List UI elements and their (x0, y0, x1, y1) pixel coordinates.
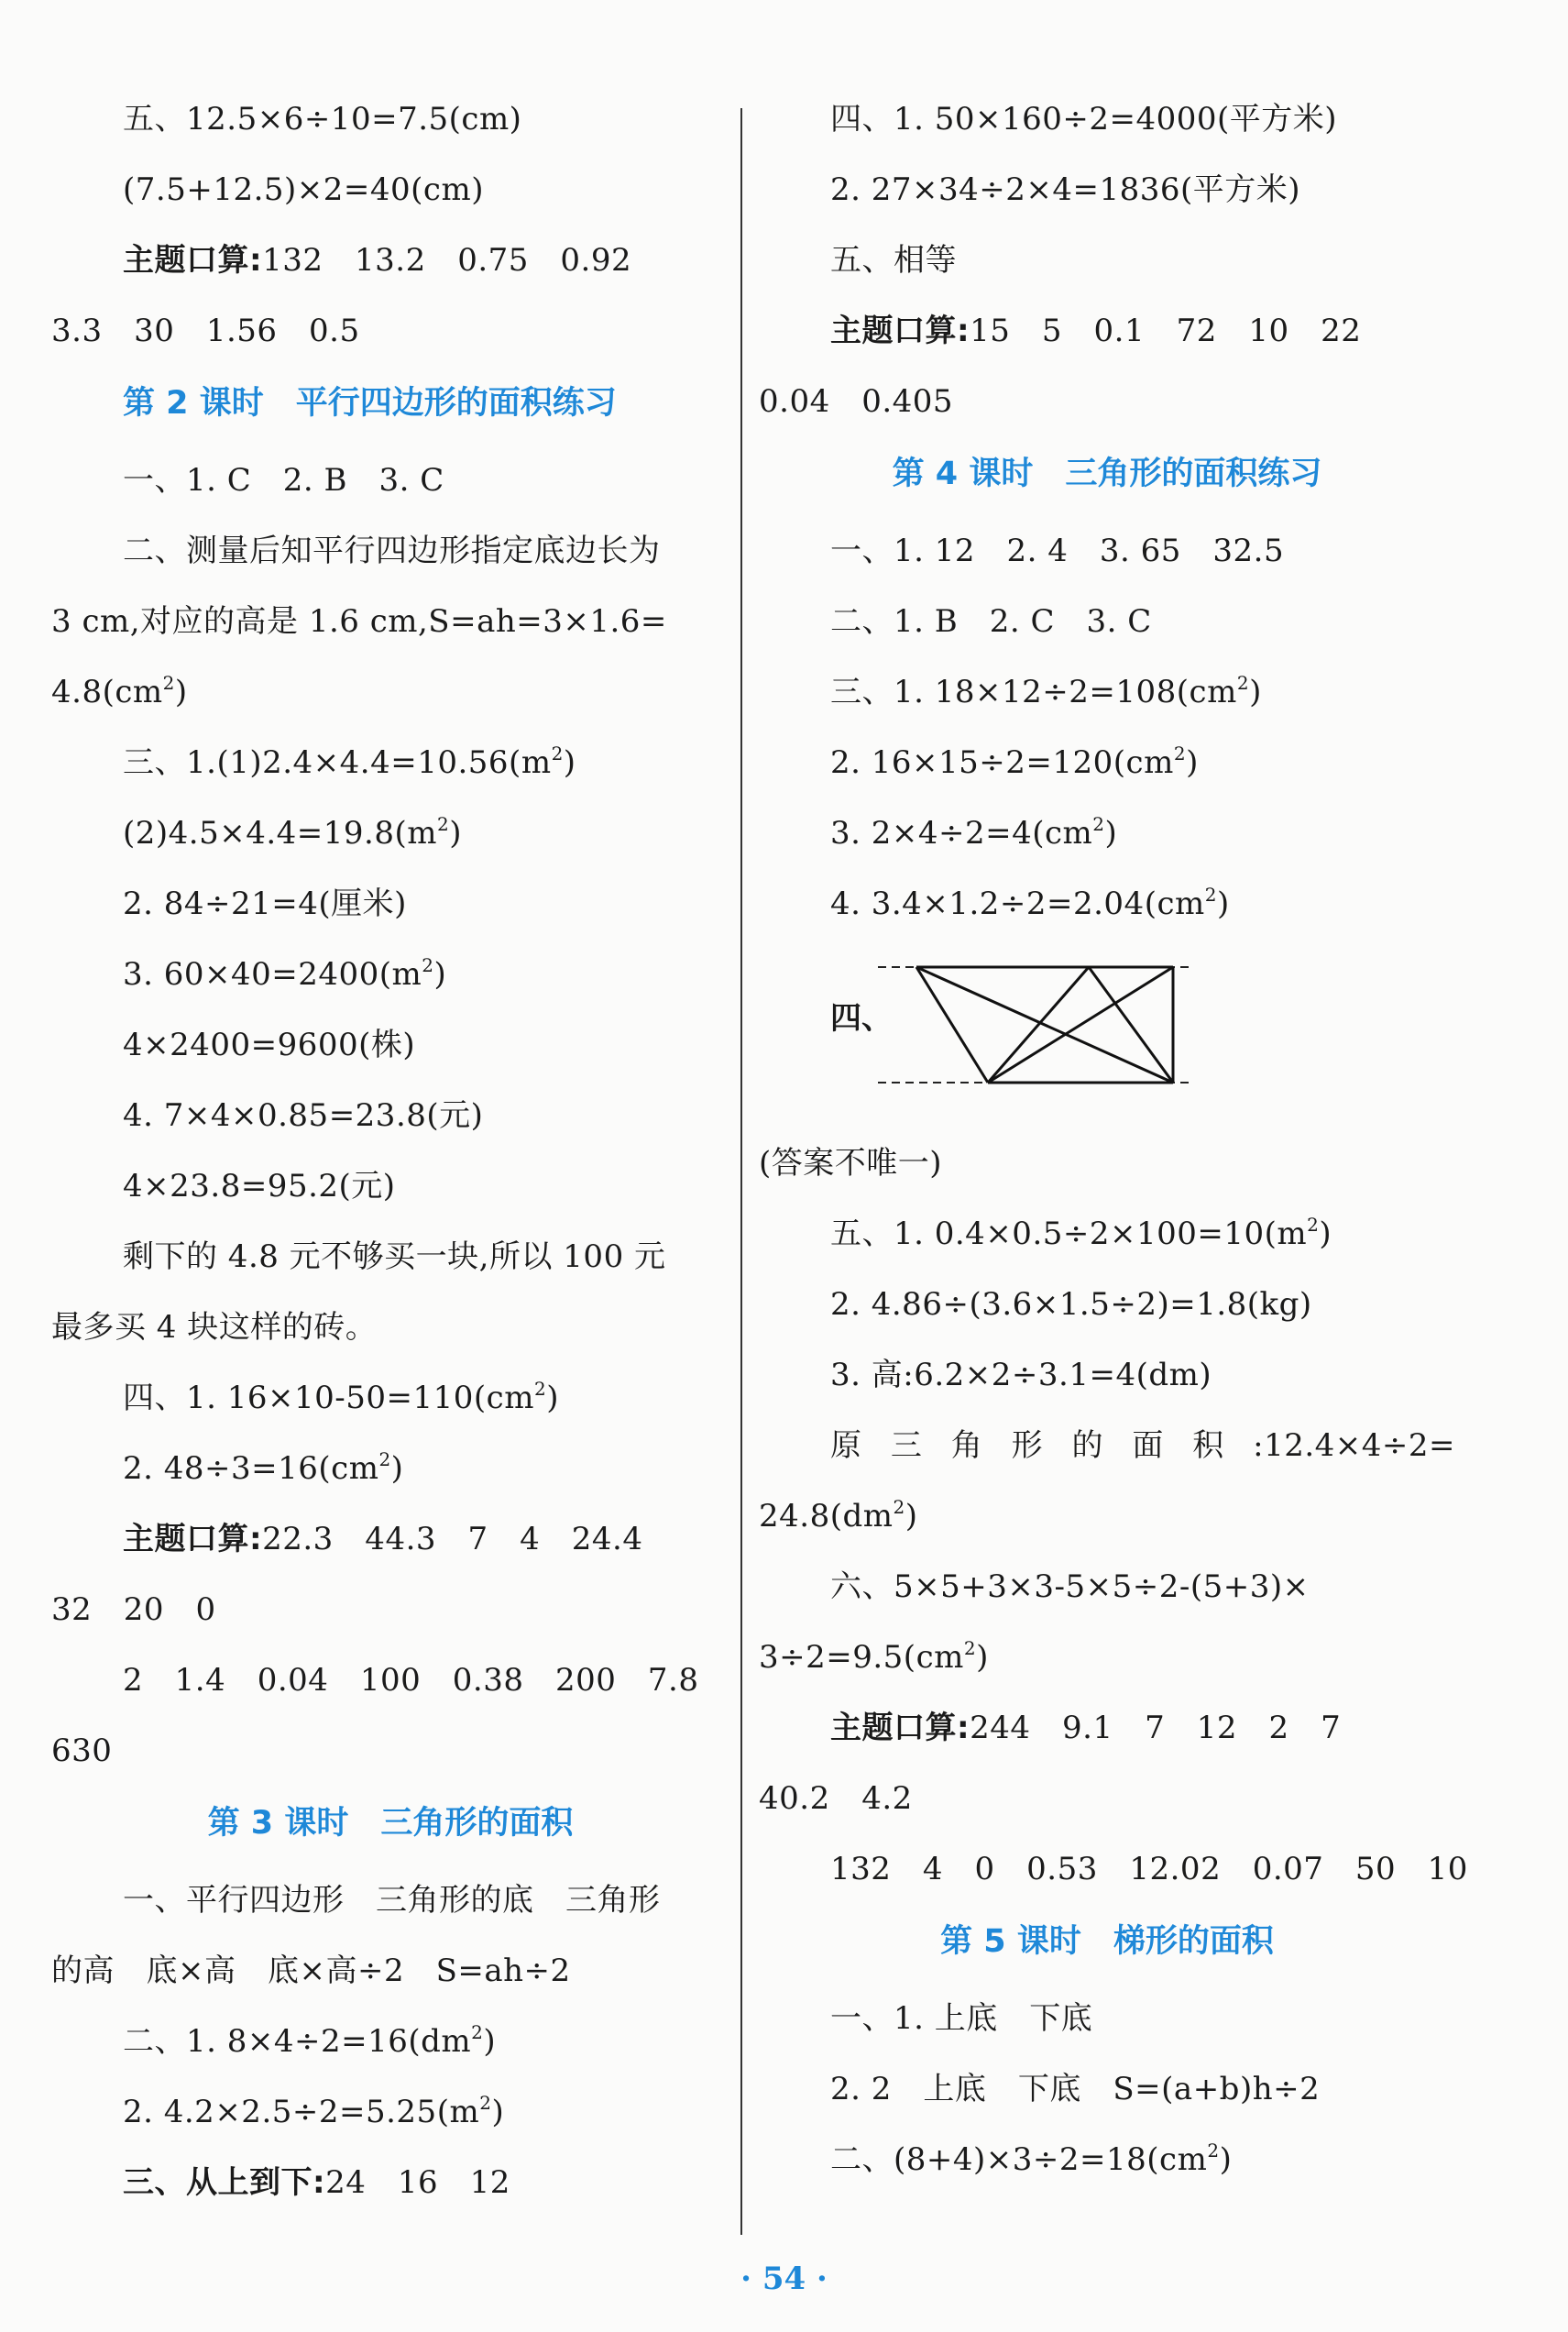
triangle-edge (916, 967, 1173, 1083)
mental-math-values: 244 9.1 7 12 2 7 (970, 1710, 1342, 1746)
answer-line: 32 20 0 (51, 1591, 216, 1628)
answer-line: 二、测量后知平行四边形指定底边长为 (123, 533, 661, 569)
answer-line: 二、$(8+4)\times 3\div 2=18(cm^2)$ (830, 2140, 1233, 2178)
answer-line: 630 (51, 1732, 113, 1769)
answer-line: $4.8(cm^2)$ (51, 672, 188, 710)
answer-line: 最多买 4 块这样的砖。 (51, 1309, 378, 1346)
answer-line: 2. 84÷21=4(厘米) (123, 886, 407, 922)
lesson-heading: 第 4 课时 三角形的面积练习 (892, 456, 1322, 492)
answer-line: (答案不唯一) (759, 1145, 943, 1182)
answer-line: 0.04 0.405 (759, 383, 954, 420)
answer-line: 三、$1.(1)2.4\times 4.4=10.56(m^2)$ (123, 742, 576, 781)
answer-label: 三、从上到下: (123, 2164, 326, 2201)
answer-line: 2. 4.86÷(3.6×1.5÷2)=1.8(kg) (830, 1286, 1312, 1323)
answer-line: 3. $2\times 4\div 2=4(cm^2)$ (830, 813, 1118, 852)
answer-line: 40.2 4.2 (759, 1780, 913, 1817)
answer-line: 五、1. $0.4\times 0.5\div 2\times 100=10(m^2)$ (830, 1214, 1332, 1252)
answer-line: 2. $16\times 15\div 2=120(cm^2)$ (830, 742, 1199, 781)
answer-line: 原三角形的面积:12.4×4÷2= (830, 1427, 1455, 1464)
answer-line: 132 4 0 0.53 12.02 0.07 50 10 (830, 1851, 1468, 1887)
answer-line: 一、1. C 2. B 3. C (123, 462, 444, 499)
answer-line: 五、相等 (830, 242, 957, 279)
answer-values: 24 16 12 (325, 2164, 510, 2201)
answer-line: 3. 高:6.2×2÷3.1=4(dm) (830, 1357, 1212, 1393)
answer-line: 五、12.5×6÷10=7.5(cm) (123, 101, 522, 138)
answer-line: 3 cm,对应的高是 1.6 cm,S=ah=3×1.6= (51, 603, 667, 640)
mental-math-values: 132 13.2 0.75 0.92 (262, 242, 632, 279)
answer-line: 3.3 30 1.56 0.5 (51, 313, 360, 349)
answer-line (51, 2164, 729, 2201)
answer-line: 四、1. 50×160÷2=4000(平方米) (830, 101, 1338, 138)
answer-line: $24.8(dm^2)$ (759, 1496, 918, 1534)
answer-line: 一、1. 上底 下底 (830, 2000, 1093, 2037)
mental-math-label: 主题口算: (830, 1710, 970, 1746)
triangle-edge (1089, 967, 1173, 1083)
answer-line: 3. $60\times 40=2400(m^2)$ (123, 954, 447, 993)
answer-line: $(2)4.5\times 4.4=19.8(m^2)$ (123, 813, 462, 852)
answer-line (759, 313, 1455, 349)
answer-line: 2. 27×34÷2×4=1836(平方米) (830, 171, 1301, 208)
answer-line: 三、1. $18\times 12\div 2=108(cm^2)$ (830, 672, 1262, 710)
answer-line: 二、1. B 2. C 3. C (830, 603, 1152, 640)
mental-math-label: 主题口算: (123, 242, 263, 279)
answer-line (759, 1710, 1455, 1746)
answer-line: 四、1. $16\times 10-50=110(cm^2)$ (123, 1378, 559, 1416)
answer-line: 2. $4.2\times 2.5\div 2=5.25(m^2)$ (123, 2092, 505, 2130)
answer-line: 一、平行四边形 三角形的底 三角形 (123, 1882, 661, 1919)
answer-line: 的高 底×高 底×高÷2 S=ah÷2 (51, 1952, 571, 1989)
figure-label: 四、 (830, 1000, 893, 1037)
mental-math-label: 主题口算: (123, 1521, 263, 1557)
column-divider (740, 108, 742, 2235)
lesson-heading: 第 5 课时 梯形的面积 (940, 1923, 1274, 1960)
answer-line: (7.5+12.5)×2=40(cm) (123, 171, 484, 208)
right-column (759, 101, 1468, 2212)
answer-line: 4. $3.4\times 1.2\div 2=2.04(cm^2)$ (830, 884, 1230, 922)
answer-line: 六、5×5+3×3-5×5÷2-(5+3)× (830, 1568, 1310, 1605)
answer-line: 一、1. 12 2. 4 3. 65 32.5 (830, 533, 1285, 569)
mental-math-values: 22.3 44.3 7 4 24.4 (262, 1521, 643, 1557)
answer-line (51, 1521, 729, 1557)
answer-line: 4. 7×4×0.85=23.8(元) (123, 1097, 484, 1134)
left-column (51, 101, 729, 2235)
triangle-edge (988, 967, 1173, 1083)
answer-line: 4×2400=9600(株) (123, 1027, 416, 1063)
answer-line: 2 1.4 0.04 100 0.38 200 7.8 (123, 1662, 699, 1699)
mental-math-label: 主题口算: (830, 313, 970, 349)
lesson-heading: 第 2 课时 平行四边形的面积练习 (123, 385, 617, 422)
answer-line: 剩下的 4.8 元不够买一块,所以 100 元 (123, 1238, 666, 1275)
answer-line: 2. $48\div 3=16(cm^2)$ (123, 1448, 404, 1487)
answer-line: $3\div 2=9.5(cm^2)$ (759, 1637, 989, 1676)
page-number: · 54 · (740, 2260, 828, 2297)
triangle-figure-row (759, 956, 1455, 1112)
mental-math-values: 15 5 0.1 72 10 22 (970, 313, 1362, 349)
lesson-heading: 第 3 课时 三角形的面积 (207, 1805, 574, 1842)
triangle-edge (988, 967, 1089, 1083)
answer-line: 2. 2 上底 下底 S=(a+b)h÷2 (830, 2071, 1321, 2107)
answer-line: 4×23.8=95.2(元) (123, 1168, 396, 1204)
answer-line: 二、1. $8\times 4\div 2=16(dm^2)$ (123, 2021, 497, 2060)
parallel-lines-triangles-diagram (878, 956, 1208, 1094)
answer-line (51, 242, 729, 279)
